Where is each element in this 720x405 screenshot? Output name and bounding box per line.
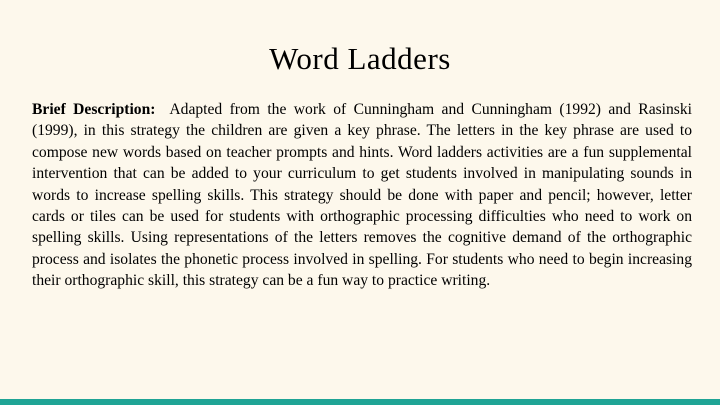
accent-bar [0,399,720,405]
description-text: Adapted from the work of Cunningham and Cunningham (1992) and Rasinski (1999), in this strategy the children are given a key phrase. The letters in the key phrase are used to compose new words based on teacher prompts and hints. Word ladders activities are a fun supplemental intervention that can be added to your curriculum to get students involved in manipulating sounds in words to increase spelling skills. This strategy should be done with paper and pencil; however, letter cards or tiles can be used for students with orthographic processing difficulties who need to work on spelling skills. Using representations of the letters removes the cognitive demand of the orthographic process and isolates the phonetic process involved in spelling. For students who need to begin increasing their orthographic skill, this strategy can be a fun way to practice writing. [32,101,693,290]
slide-title: Word Ladders [269,41,451,76]
description-paragraph [32,99,692,292]
description-label: Brief Description: [32,101,156,118]
